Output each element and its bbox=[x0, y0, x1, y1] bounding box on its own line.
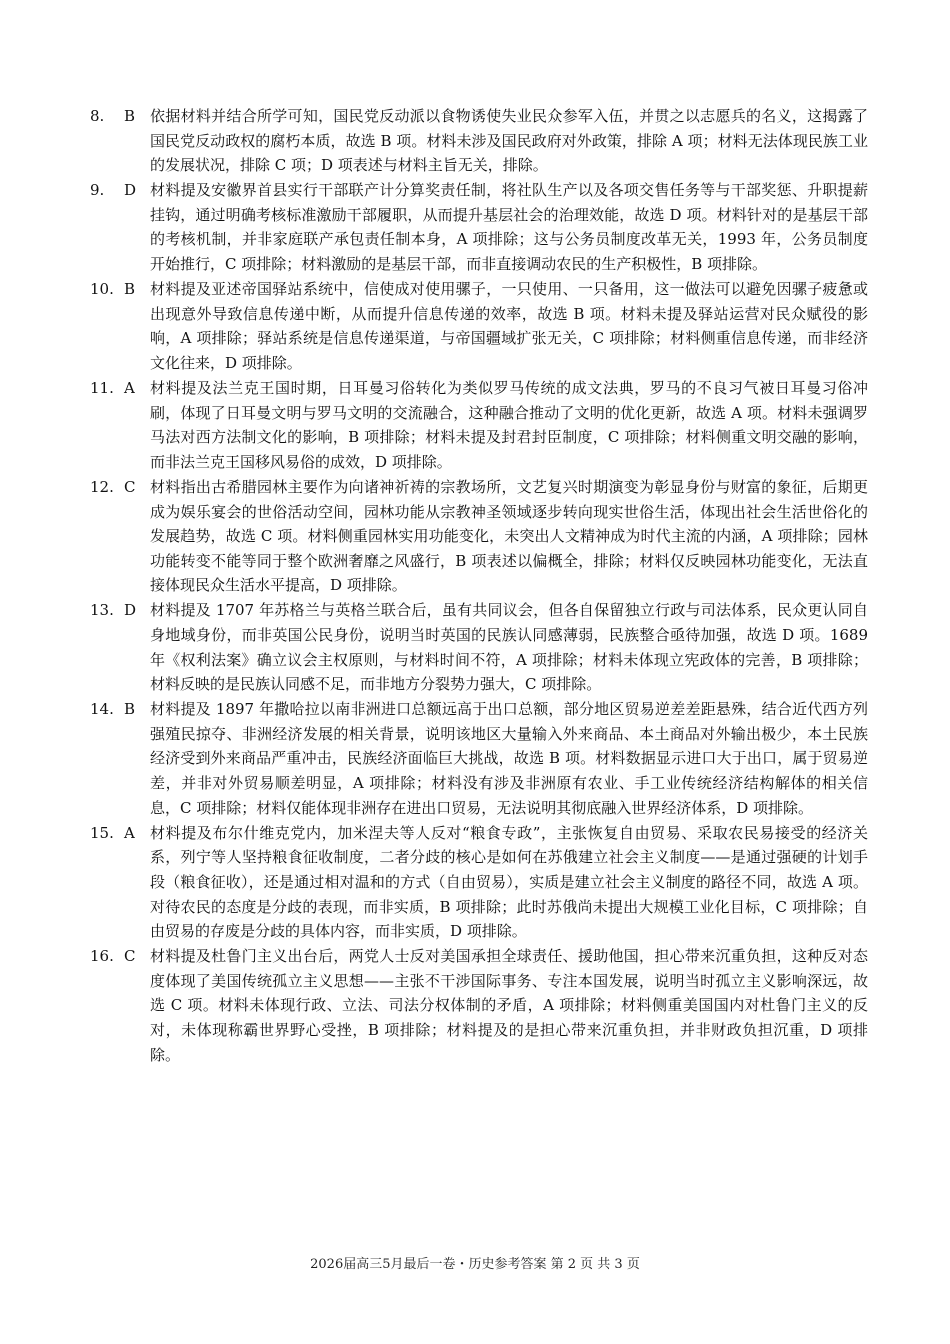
answer-explanation: 材料提及杜鲁门主义出台后，两党人士反对美国承担全球责任、援助他国，担心带来沉重负担，这种反对态度体现了美国传统孤立主义思想——主张不干涉国际事务、专注本国发展，说明当时孤立主义影响深远，故选 C 项。材料未体现行政、立法、司法分权体制的矛盾，A 项排除；材料侧重美国国内对杜鲁门主义的反对，未体现称霸世界野心受挫，B 项排除；材料提及的是担心带来沉重负担，并非财政负担沉重，D 项排除。 bbox=[150, 947, 868, 1064]
question-item bbox=[88, 598, 868, 696]
question-number: 16. bbox=[90, 947, 114, 966]
answer-letter: A bbox=[124, 823, 135, 842]
question-list bbox=[88, 104, 868, 1068]
answer-letter: C bbox=[124, 947, 136, 966]
answer-letter: B bbox=[124, 700, 136, 719]
answer-explanation: 材料提及布尔什维克党内，加米涅夫等人反对“粮食专政”，主张恢复自由贸易、采取农民易接受的经济关系，列宁等人坚持粮食征收制度，二者分歧的核心是如何在苏俄建立社会主义制度——是通过强硬的计划手段（粮食征收），还是通过相对温和的方式（自由贸易），实质是建立社会主义制度的路径不同，故选 A 项。对待农民的态度是分歧的表现，而非实质，B 项排除；此时苏俄尚未提出大规模工业化目标，C 项排除；自由贸易的存废是分歧的具体内容，而非实质，D 项排除。 bbox=[150, 823, 868, 941]
question-number: 14. bbox=[90, 700, 114, 719]
answer-letter: B bbox=[124, 107, 136, 125]
answer-letter: D bbox=[124, 181, 137, 200]
answer-explanation: 依据材料并结合所学可知，国民党反动派以食物诱使失业民众参军入伍，并贯之以志愿兵的名义，这揭露了国民党反动政权的腐朽本质，故选 B 项。材料未涉及国民政府对外政策，排除 A 项；材料无法体现民族工业的发展状况，排除 C 项；D 项表述与材料主旨无关，排除。 bbox=[150, 107, 868, 175]
answer-explanation: 材料提及 1897 年撒哈拉以南非洲进口总额远高于出口总额，部分地区贸易逆差差距悬殊，结合近代西方列强殖民掠夺、非洲经济发展的相关背景，说明该地区大量输入外来商品、本土商品对外输出极少，本土民族经济受到外来商品严重冲击，民族经济面临巨大挑战，故选 B 项。材料数据显示进口大于出口，属于贸易逆差，并非对外贸易顺差明显，A 项排除；材料没有涉及非洲原有农业、手工业传统经济结构解体的相关信息，C 项排除；材料仅能体现非洲存在进出口贸易，无法说明其彻底融入世界经济体系，D 项排除。 bbox=[150, 700, 868, 817]
question-number: 10. bbox=[90, 280, 114, 299]
question-item bbox=[88, 277, 868, 375]
question-item bbox=[88, 821, 868, 944]
answer-explanation: 材料提及 1707 年苏格兰与英格兰联合后，虽有共同议会，但各自保留独立行政与司法体系，民众更认同自身地域身份，而非英国公民身份，说明当时英国的民族认同感薄弱，民族整合亟待加强，故选 D 项。1689 年《权利法案》确立议会主权原则，与材料时间不符，A 项排除；材料未体现立宪政体的完善，B 项排除；材料反映的是民族认同感不足，而非地方分裂势力强大，C 项排除。 bbox=[150, 601, 868, 694]
question-number: 13. bbox=[90, 601, 114, 620]
answer-letter: B bbox=[124, 280, 136, 299]
answer-letter: D bbox=[124, 601, 137, 620]
question-item bbox=[88, 697, 868, 820]
question-number: 8. bbox=[90, 107, 105, 125]
question-item bbox=[88, 178, 868, 276]
page-footer: 2026届高三5月最后一卷・历史参考答案 第 2 页 共 3 页 bbox=[310, 1257, 640, 1272]
question-number: 12. bbox=[90, 477, 114, 496]
answer-explanation: 材料提及安徽界首县实行干部联产计分算奖责任制，将社队生产以及各项交售任务等与干部奖惩、升职提薪挂钩，通过明确考核标准激励干部履职，从而提升基层社会的治理效能，故选 D 项。材料针对的是基层干部的考核机制，并非家庭联产承包责任制本身，A 项排除；这与公务员制度改革无关，1993 年，公务员制度开始推行，C 项排除；材料激励的是基层干部，而非直接调动农民的生产积极性，B 项排除。 bbox=[150, 181, 868, 274]
answer-letter: C bbox=[124, 477, 136, 496]
question-number: 9. bbox=[90, 181, 105, 200]
answer-explanation: 材料提及法兰克王国时期，日耳曼习俗转化为类似罗马传统的成文法典，罗马的不良习气被日耳曼习俗冲刷，体现了日耳曼文明与罗马文明的交流融合，这种融合推动了文明的优化更新，故选 A 项。材料未强调罗马法对西方法制文化的影响，B 项排除；材料未提及封君封臣制度，C 项排除；材料侧重文明交融的影响，而非法兰克王国移风易俗的成效，D 项排除。 bbox=[150, 379, 868, 471]
answer-explanation: 材料指出古希腊园林主要作为向诸神祈祷的宗教场所，文艺复兴时期演变为彰显身份与财富的象征，后期更成为娱乐宴会的世俗活动空间，园林功能从宗教神圣领域逐步转向现实世俗生活，体现出社会生活世俗化的发展趋势，故选 C 项。材料侧重园林实用功能变化，未突出人文精神成为时代主流的内涵，A 项排除；园林功能转变不能等同于整个欧洲奢靡之风盛行，B 项表述以偏概全，排除；材料仅反映园林功能变化，无法直接体现民众生活水平提高，D 项排除。 bbox=[150, 477, 868, 595]
question-number: 15. bbox=[90, 823, 114, 842]
question-number: 11. bbox=[90, 379, 114, 398]
answer-letter: A bbox=[124, 379, 135, 398]
question-item bbox=[88, 475, 868, 598]
question-item bbox=[88, 376, 868, 474]
question-item bbox=[88, 944, 868, 1067]
answer-explanation: 材料提及亚述帝国驿站系统中，信使成对使用骡子，一只使用、一只备用，这一做法可以避免因骡子疲惫或出现意外导致信息传递中断，从而提升信息传递的效率，故选 B 项。材料未提及驿站运营对民众赋役的影响，A 项排除；驿站系统是信息传递渠道，与帝国疆域扩张无关，C 项排除；材料侧重信息传递，而非经济文化往来，D 项排除。 bbox=[150, 280, 868, 372]
question-item bbox=[88, 104, 868, 178]
